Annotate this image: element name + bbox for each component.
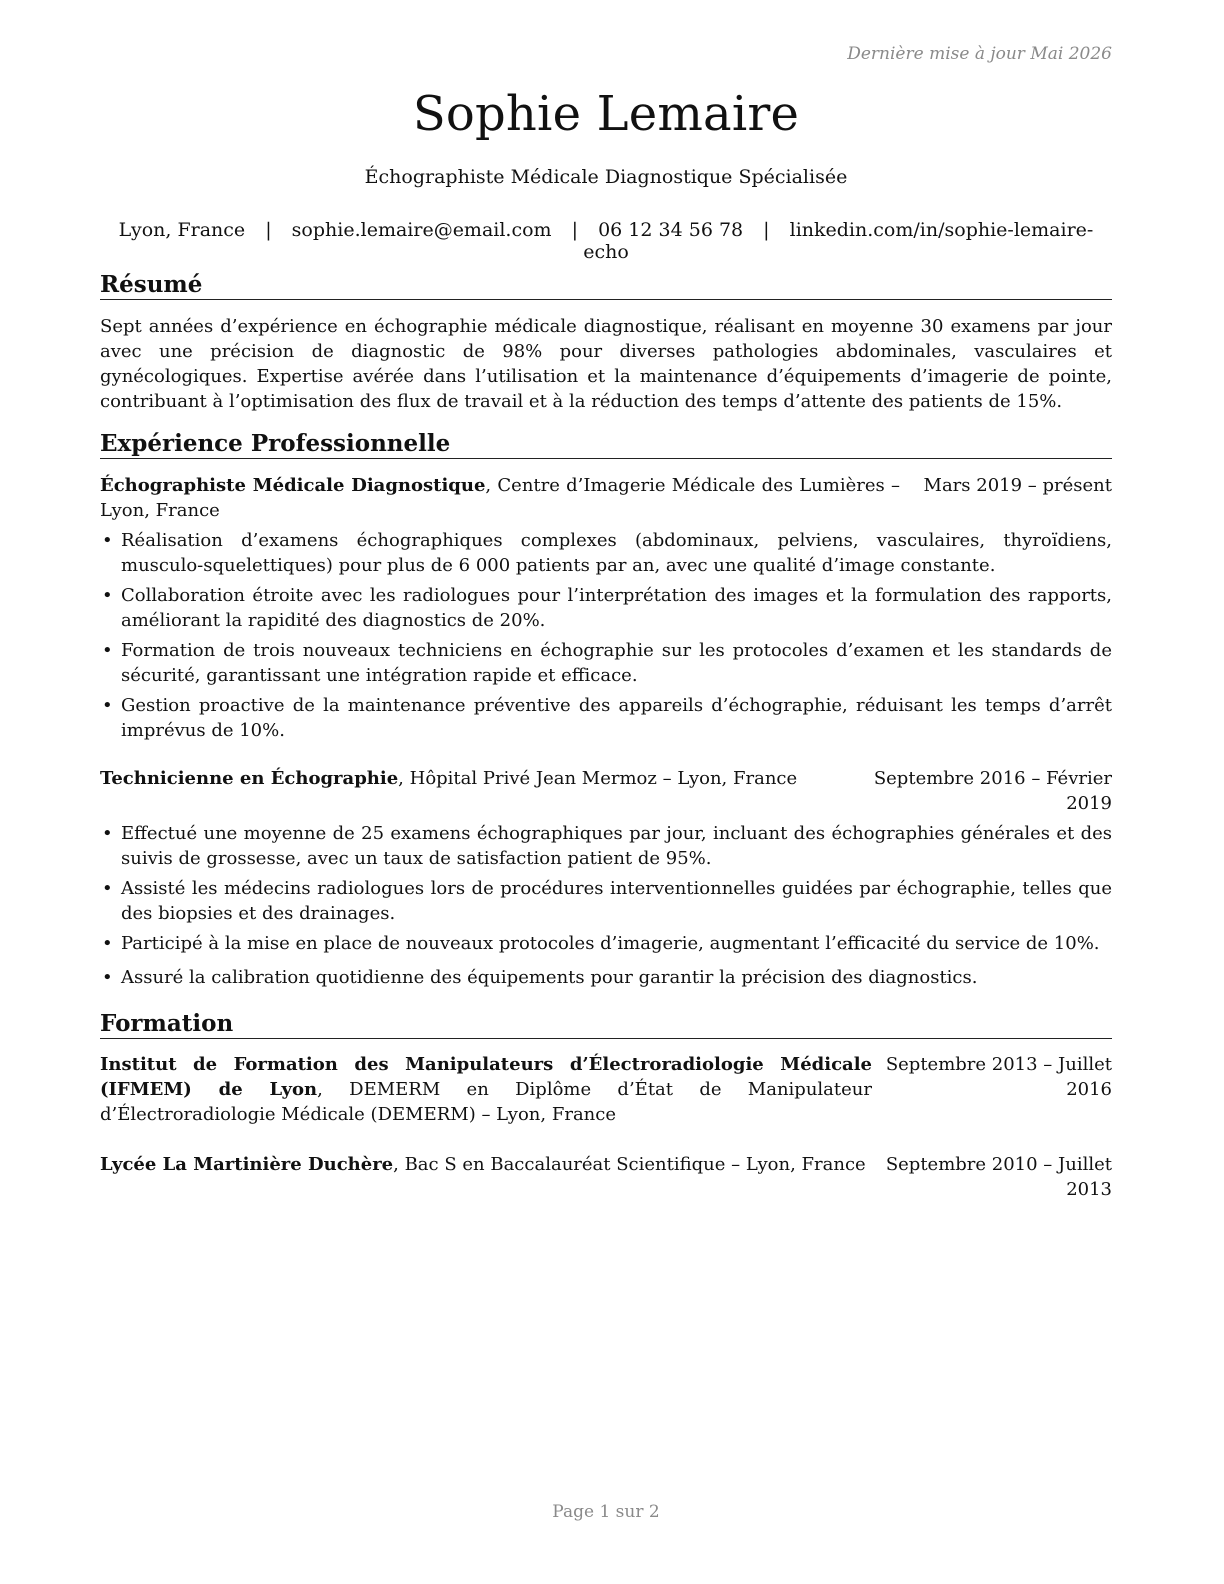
list-item: • Assisté les médecins radiologues lors de procédures interventionnelles guidées par échographie, telles que des biopsies et des drainages. bbox=[100, 876, 1112, 926]
job-dates: Mars 2019 – présent bbox=[923, 475, 1112, 496]
list-item: • Effectué une moyenne de 25 examens échographiques par jour, incluant des échographies générales et des suivis de grossesse, avec un taux de satisfaction patient de 95%. bbox=[100, 821, 1112, 871]
job-title-line bbox=[100, 473, 900, 523]
page-number: Page 1 sur 2 bbox=[552, 1502, 660, 1522]
job-dates: Septembre 2016 – Février 2019 bbox=[873, 768, 1112, 814]
contact-phone[interactable]: 06 12 34 56 78 bbox=[598, 219, 744, 241]
job-details: , Centre d’Imagerie Médicale des Lumières – Lyon, France bbox=[100, 475, 900, 521]
section-title-experience: Expérience Professionnelle bbox=[100, 430, 1112, 459]
education-dates: Septembre 2010 – Juillet 2013 bbox=[885, 1154, 1112, 1200]
contact-linkedin[interactable]: linkedin.com/in/sophie-lemaire-echo bbox=[583, 219, 1094, 263]
list-item: • Formation de trois nouveaux techniciens en échographie sur les protocoles d’examen et les standards de sécurité, garantissant une intégration rapide et efficace. bbox=[100, 638, 1112, 688]
contact-separator: | bbox=[763, 219, 770, 241]
job-details: , Hôpital Privé Jean Mermoz – Lyon, France bbox=[398, 768, 798, 789]
job-title-line bbox=[100, 766, 870, 791]
candidate-name: Sophie Lemaire bbox=[412, 86, 800, 142]
list-item: • Réalisation d’examens échographiques complexes (abdominaux, pelviens, vasculaires, thyroïdiens, musculo-squelettiques) pour plus de 6 000 patients par an, avec une qualité d’image constante. bbox=[100, 528, 1112, 578]
school-name: Lycée La Martinière Duchère bbox=[100, 1154, 394, 1175]
list-item: • Participé à la mise en place de nouveaux protocoles d’imagerie, augmentant l’efficacité du service de 10%. bbox=[100, 931, 1112, 956]
school-name: Institut de Formation des Manipulateurs d’Électroradiologie Médicale (IFMEM) de Lyon bbox=[100, 1054, 872, 1100]
education-details: , DEMERM en Diplôme d’État de Manipulateur d’Électroradiologie Médicale (DEMERM) – Lyon, France bbox=[100, 1079, 872, 1125]
section-title-summary: Résumé bbox=[100, 271, 1112, 300]
resume-page bbox=[100, 0, 1112, 1584]
list-item: • Gestion proactive de la maintenance préventive des appareils d’échographie, réduisant les temps d’arrêt imprévus de 10%. bbox=[100, 693, 1112, 743]
last-updated: Dernière mise à jour Mai 2026 bbox=[847, 44, 1112, 64]
job-bullets bbox=[100, 528, 1112, 748]
education-details: , Bac S en Baccalauréat Scientifique – Lyon, France bbox=[393, 1154, 866, 1175]
job-role: Technicienne en Échographie bbox=[100, 768, 399, 789]
education-title-line bbox=[100, 1052, 872, 1127]
summary-text: Sept années d’expérience en échographie médicale diagnostique, réalisant en moyenne 30 examens par jour avec une précision de diagnostic de 98% pour diverses pathologies abdominales, vasculaires et gynécologiques. Expertise avérée dans l’utilisation et la maintenance d’équipements d’imagerie de pointe, contribuant à l’optimisation des flux de travail et à la réduction des temps d’attente des patients de 15%. bbox=[100, 316, 1112, 412]
job-title: Échographiste Médicale Diagnostique Spécialisée bbox=[364, 166, 848, 188]
contact-email[interactable]: sophie.lemaire@email.com bbox=[291, 219, 552, 241]
contact-separator: | bbox=[265, 219, 272, 241]
contact-line bbox=[100, 219, 1112, 263]
job-role: Échographiste Médicale Diagnostique bbox=[100, 475, 486, 496]
education-dates: Septembre 2013 – Juillet 2016 bbox=[885, 1054, 1112, 1100]
job-bullets bbox=[100, 821, 1112, 995]
contact-location: Lyon, France bbox=[118, 219, 246, 241]
list-item: • Assuré la calibration quotidienne des équipements pour garantir la précision des diagnostics. bbox=[100, 965, 1112, 990]
contact-separator: | bbox=[571, 219, 579, 241]
education-title-line bbox=[100, 1152, 870, 1177]
section-title-education: Formation bbox=[100, 1010, 1112, 1039]
list-item: • Collaboration étroite avec les radiologues pour l’interprétation des images et la formulation des rapports, améliorant la rapidité des diagnostics de 20%. bbox=[100, 583, 1112, 633]
